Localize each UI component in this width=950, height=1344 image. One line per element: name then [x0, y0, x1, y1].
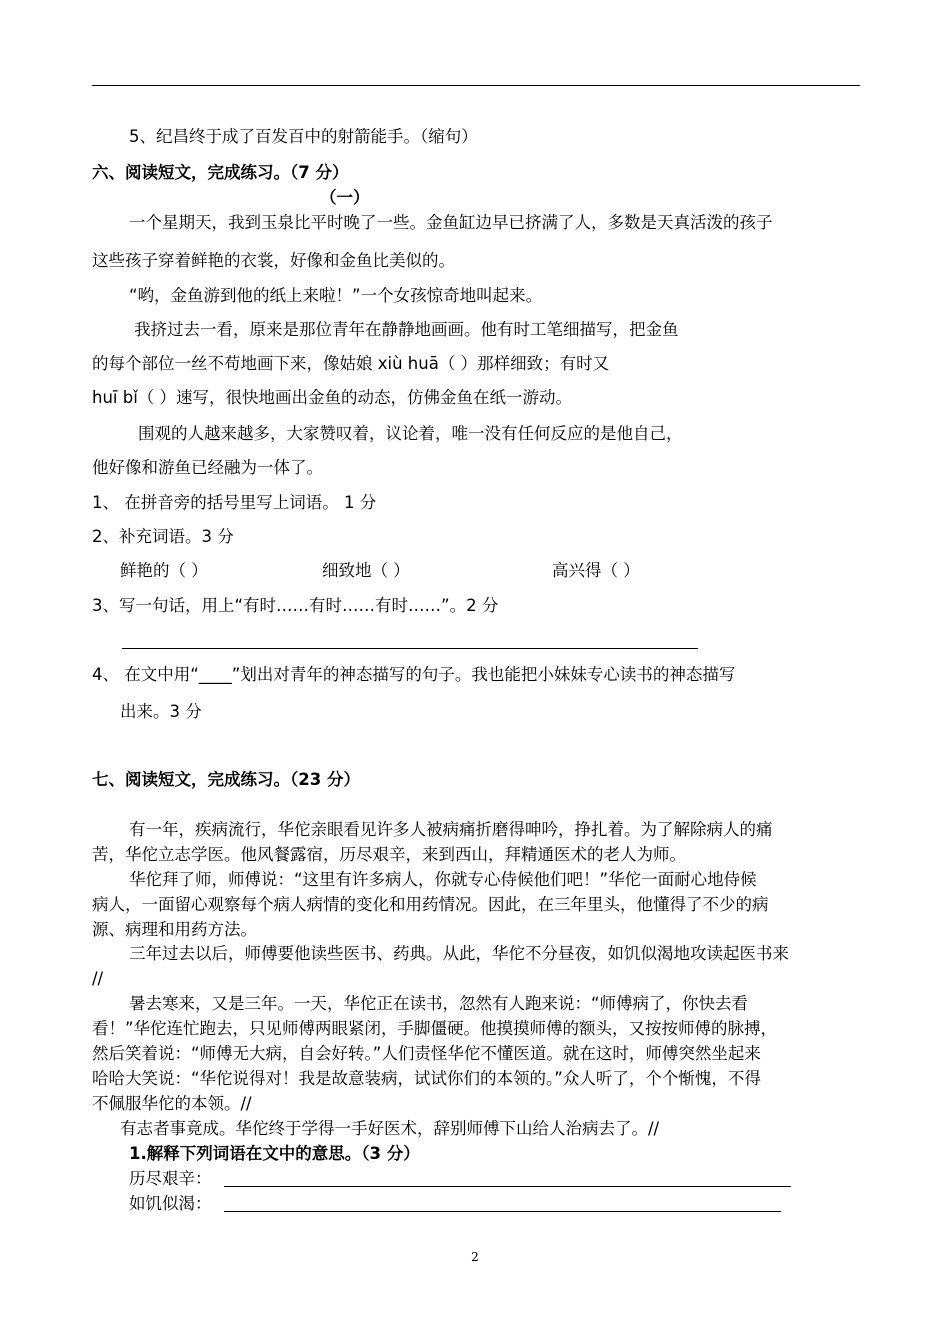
- fill-word-3: 高兴得（ ）: [552, 561, 640, 580]
- passage-1-line: 围观的人越来越多，大家赞叹着，议论着，唯一没有任何反应的是他自己，: [138, 424, 683, 443]
- section-6-question-4-cont: 出来。3 分: [120, 702, 202, 721]
- passage-2-line: 不佩服华佗的本领。//: [92, 1094, 252, 1113]
- passage-2-line: 暑去寒来，又是三年。一天，华佗正在读书，忽然有人跑来说：“师傅病了，你快去看: [129, 994, 749, 1013]
- section-6-heading: 六、阅读短文，完成练习。（7 分）: [92, 163, 349, 182]
- passage-2-line: //: [92, 969, 104, 988]
- passage-2-line: 哈哈大笑说：“华佗说得对！我是故意装病，试试你们的本领的。”众人听了，个个惭愧，不得: [92, 1069, 761, 1088]
- section-7-heading: 七、阅读短文，完成练习。（23 分）: [92, 770, 360, 789]
- header-rule: [92, 85, 860, 86]
- passage-1-line: 我挤过去一看，原来是那位青年在静静地画画。他有时工笔细描写，把金鱼: [134, 320, 679, 339]
- passage-1-line: 的每个部位一丝不苟地画下来，像姑娘 xiù huā（ ）那样细致；有时又: [92, 354, 610, 373]
- passage-2-line: 华佗拜了师，师傅说：“这里有许多病人，你就专心侍候他们吧！”华佗一面耐心地侍候: [129, 870, 757, 889]
- passage-2-line: 苦，华佗立志学医。他风餐露宿，历尽艰辛，来到西山，拜精通医术的老人为师。: [92, 845, 686, 864]
- passage-1-line: 他好像和游鱼已经融为一体了。: [92, 458, 323, 477]
- answer-line[interactable]: [224, 1211, 781, 1212]
- passage-2-line: 病人，一面留心观察每个病人病情的变化和用药情况。因此，在三年里头，他懂得了不少的病: [92, 895, 769, 914]
- question-5: 5、纪昌终于成了百发百中的射箭能手。（缩句）: [129, 127, 478, 146]
- passage-1-line: huī bǐ（ ）速写，很快地画出金鱼的动态，仿佛金鱼在纸一游动。: [92, 388, 573, 407]
- passage-2-line: 看！”华佗连忙跑去，只见师傅两眼紧闭，手脚僵硬。他摸摸师傅的额头，又按按师傅的脉搏，: [92, 1019, 778, 1038]
- page-number: 2: [471, 1250, 479, 1264]
- answer-line[interactable]: [224, 1186, 791, 1187]
- section-7-question-1: 1.解释下列词语在文中的意思。（3 分）: [129, 1144, 420, 1163]
- section-6-subheading: （一）: [320, 188, 370, 207]
- word-label-1: 历尽艰辛：: [129, 1169, 212, 1188]
- passage-1-line: 一个星期天，我到玉泉比平时晚了一些。金鱼缸边早已挤满了人，多数是天真活泼的孩子: [129, 213, 773, 232]
- passage-2-line: 有一年，疾病流行，华佗亲眼看见许多人被病痛折磨得呻吟，挣扎着。为了解除病人的痛: [129, 820, 773, 839]
- section-6-question-3: 3、写一句话，用上“有时……有时……有时……”。2 分: [92, 596, 499, 615]
- section-6-question-2: 2、补充词语。3 分: [92, 527, 234, 546]
- passage-2-line: 源、病理和用药方法。: [92, 920, 257, 939]
- section-6-question-1: 1、 在拼音旁的括号里写上词语。 1 分: [92, 493, 377, 512]
- passage-2-line: 有志者事竟成。华佗终于学得一手好医术，辞别师傅下山给人治病去了。//: [120, 1119, 660, 1138]
- section-6-question-4: 4、 在文中用“____”划出对青年的神态描写的句子。我也能把小妹妹专心读书的神态描写: [92, 665, 736, 684]
- answer-line[interactable]: [122, 648, 698, 649]
- passage-2-line: 然后笑着说：“师傅无大病，自会好转。”人们责怪华佗不懂医道。就在这时，师傅突然坐起来: [92, 1044, 761, 1063]
- fill-word-2: 细致地（ ）: [322, 561, 410, 580]
- passage-1-line: “哟，金鱼游到他的纸上来啦！”一个女孩惊奇地叫起来。: [129, 286, 543, 305]
- word-label-2: 如饥似渴：: [129, 1194, 212, 1213]
- fill-word-1: 鲜艳的（ ）: [120, 561, 208, 580]
- passage-2-line: 三年过去以后，师傅要他读些医书、药典。从此，华佗不分昼夜，如饥似渴地攻读起医书来: [129, 944, 789, 963]
- passage-1-line: 这些孩子穿着鲜艳的衣裳，好像和金鱼比美似的。: [92, 251, 455, 270]
